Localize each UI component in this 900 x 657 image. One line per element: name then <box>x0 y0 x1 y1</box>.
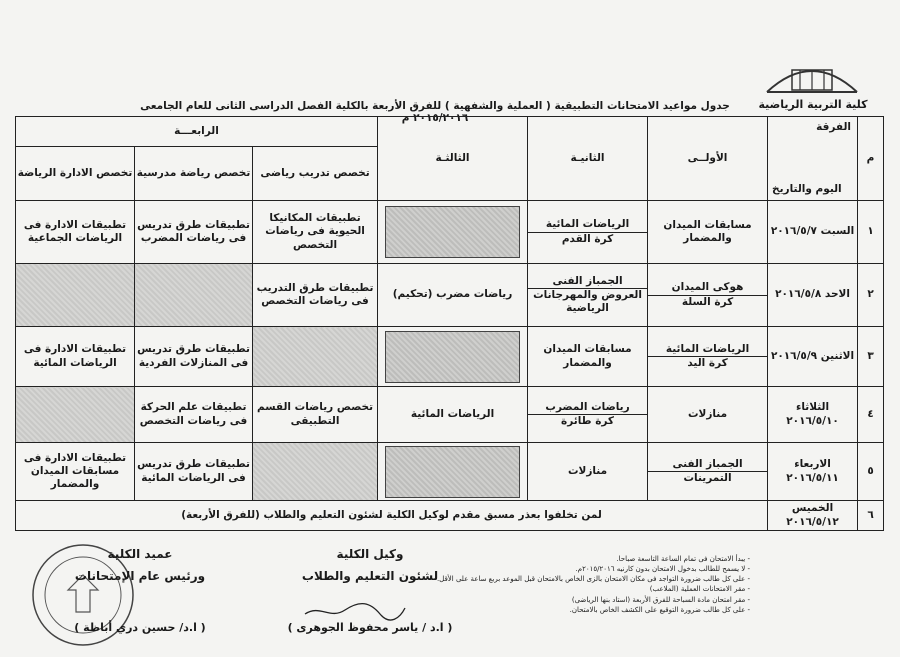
college-name: كلية التربية الرياضية <box>758 98 868 111</box>
header-day-label: اليوم والتاريخ <box>772 182 842 195</box>
note-item: - مقر الامتحانات العملية (الملاعب) <box>649 585 750 594</box>
year4-training-exam: تخصص رياضات القسم التطبيقى <box>253 387 378 443</box>
year2-exam-bottom: كرة القدم <box>561 232 614 245</box>
header-spec-admin: تخصص الادارة الرياضة <box>16 147 135 201</box>
header-year2: الثانيـة <box>528 117 648 201</box>
note-item: - على كل طالب ضرورة التواجد فى مكان الامتحان بالزى الخاص بالامتحان قبل الموعد بربع ساعة على الأقل. <box>436 575 750 584</box>
year4-admin-empty <box>16 264 135 327</box>
row-number: ٥ <box>858 443 884 501</box>
header-spec-school: تخصص رياضة مدرسية <box>135 147 253 201</box>
row-number: ١ <box>858 201 884 264</box>
year4-admin-exam: تطبيقات الادارة فى الرياضات المائية <box>16 327 135 387</box>
year4-school-exam: تطبيقات طرق تدريس فى المنازلات الفردية <box>135 327 253 387</box>
note-item: - على كل طالب ضرورة التوقيع على الكشف الخاص بالامتحان. <box>569 605 750 614</box>
year4-training-exam: تطبيقات طرق التدريب فى رياضات التخصص <box>253 264 378 327</box>
row-number: ٢ <box>858 264 884 327</box>
empty-slot <box>385 331 519 383</box>
year4-admin-exam: تطبيقات الادارة فى مسابقات الميدان والمضمار <box>16 443 135 501</box>
year4-school-exam: تطبيقات طرق تدريس فى رياضات المضرب <box>135 201 253 264</box>
row-number: ٦ <box>858 501 884 531</box>
table-row <box>16 443 884 501</box>
year1-exam: منازلات <box>648 387 768 443</box>
year1-exam <box>648 443 768 501</box>
year3-empty <box>378 327 528 387</box>
dean-role: ورئيس عام الإمتحانات <box>74 569 206 583</box>
page-title: جدول مواعيد الامتحانات التطبيقية ( العملية والشفهية ) للفرق الأربعة بالكلية الفصل الدراسى الثانى للعام الجامعى ٢٠١٥/٢٠١٦ م <box>140 100 730 124</box>
year1-exam-top: هوكى الميدان <box>648 281 767 295</box>
row-day: الاربعاء ٢٠١٦/٥/١١ <box>768 443 858 501</box>
row-day: السبت ٢٠١٦/٥/٧ <box>768 201 858 264</box>
row-number: ٤ <box>858 387 884 443</box>
note-item: - يبدأ الامتحان فى تمام الساعة التاسعة صباحا. <box>616 555 750 563</box>
vice-name: ( ا.د / ياسر محفوظ الجوهرى ) <box>287 621 453 634</box>
year3-empty <box>378 443 528 501</box>
year1-exam: مسابقات الميدان والمضمار <box>648 201 768 264</box>
year4-school-exam: تطبيقات طرق تدريس فى الرياضات المائية <box>135 443 253 501</box>
row-number: ٣ <box>858 327 884 387</box>
year3-empty <box>378 201 528 264</box>
year2-exam-bottom: العروض والمهرجانات الرياضية <box>533 288 642 315</box>
notes-list <box>330 554 750 615</box>
year1-exam-bottom: كرة اليد <box>687 357 728 369</box>
empty-slot <box>385 446 519 498</box>
year2-exam <box>528 264 648 327</box>
table-row <box>16 264 884 327</box>
header-year4: الرابعـــة <box>16 117 378 147</box>
header-year1: الأولــى <box>648 117 768 201</box>
year1-exam-top: الجمباز الفنى <box>648 458 767 472</box>
year2-exam <box>528 387 648 443</box>
header-spec-training: تخصص تدريب رياضى <box>253 147 378 201</box>
year2-exam <box>528 201 648 264</box>
table-row <box>16 387 884 443</box>
table-header-row <box>16 117 884 147</box>
year2-exam-bottom: كرة طائرة <box>561 415 615 427</box>
row-day: الاثنين ٢٠١٦/٥/٩ <box>768 327 858 387</box>
header-year3: الثالثـة <box>378 117 528 201</box>
header-year-label: الفرقة <box>816 121 852 133</box>
empty-slot <box>385 206 519 258</box>
note-item: - لا يسمح للطالب بدخول الامتحان بدون كارنيه ٢٠١٥/٢٠١٦م. <box>575 565 750 574</box>
dean-title: عميد الكلية <box>107 547 173 561</box>
year4-admin-empty <box>16 387 135 443</box>
header-year-day <box>768 117 858 201</box>
vice-title: وكيل الكلية <box>336 547 404 561</box>
year1-exam-top: الرياضات المائية <box>648 343 767 357</box>
makeup-note: لمن تخلفوا بعذر مسبق مقدم لوكيل الكلية لشئون التعليم والطلاب (للفرق الأربعة) <box>16 501 768 531</box>
row-day: الثلاثاء ٢٠١٦/٥/١٠ <box>768 387 858 443</box>
year1-exam <box>648 264 768 327</box>
dean-name: ( ا.د/ حسين دري أباظة ) <box>74 621 206 634</box>
table-row <box>16 201 884 264</box>
year1-exam-bottom: كرة السلة <box>681 295 734 308</box>
year1-exam-bottom: التمرينات <box>683 472 732 484</box>
year2-exam-top: الرياضات المائية <box>528 218 647 232</box>
college-logo-icon <box>762 52 862 96</box>
year2-exam: منازلات <box>528 443 648 501</box>
table-row <box>16 501 884 531</box>
year4-admin-exam: تطبيقات الادارة فى الرياضات الجماعية <box>16 201 135 264</box>
year2-exam: مسابقات الميدان والمضمار <box>528 327 648 387</box>
note-item: - مقر امتحان مادة السباحة للفرق الأربعة (استاد بنها الرياضى) <box>571 595 750 604</box>
row-day: الخميس ٢٠١٦/٥/١٢ <box>768 501 858 531</box>
year2-exam-top: رياضات المضرب <box>528 401 647 415</box>
year3-exam: رياضات مضرب (تحكيم) <box>378 264 528 327</box>
year2-exam-top: الجمباز الفنى <box>528 275 647 289</box>
year4-school-empty <box>135 264 253 327</box>
year1-exam <box>648 327 768 387</box>
header-m: م <box>858 117 884 201</box>
year4-school-exam: تطبيقات علم الحركة فى رياضات التخصص <box>135 387 253 443</box>
year4-training-exam: تطبيقات المكانيكا الحيوية فى رياضات التخصص <box>253 201 378 264</box>
exam-schedule-table <box>15 116 884 531</box>
vice-role: لشئون التعليم والطلاب <box>301 569 439 583</box>
year3-exam: الرياضات المائية <box>378 387 528 443</box>
year4-training-empty <box>253 443 378 501</box>
table-row <box>16 327 884 387</box>
row-day: الاحد ٢٠١٦/٥/٨ <box>768 264 858 327</box>
dean-signature-block <box>40 547 240 642</box>
year4-training-empty <box>253 327 378 387</box>
